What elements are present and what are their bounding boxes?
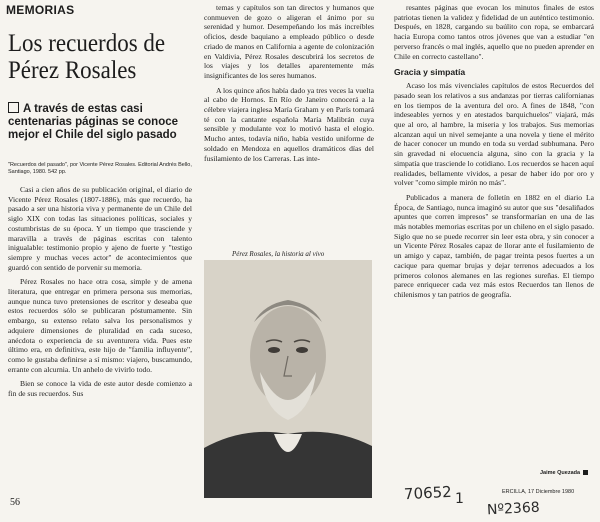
- square-bullet-icon: [8, 102, 19, 113]
- bibliographic-note: "Recuerdos del pasado", por Vicente Pérez Rosales. Editorial Andrés Bello, Santiago, 1980. 542 pp.: [8, 162, 192, 175]
- column-1-paragraph: Casi a cien años de su publicación original, el diario de Vicente Pérez Rosales (1807-1886), más que recuerdo, ha pasado a ser una historia viva y permanente de un Chile del siglo XIX con todas las situaciones políticas, sociales y costumbristas de su época. Y un tiempo que trasciende y maravilla a través de páginas escritas con talento inigualable: testimonio propio y ajeno de fuerte y "testigo siempre y muchas veces actor" de acontecimientos que guardó con sentido de porvenir su memoria.: [8, 185, 192, 272]
- column-2-paragraph: temas y capítulos son tan directos y humanos que conmueven de gozo o aligeran el ánimo por su serenidad y humor. Desempeñando los más increíbles oficios, desde baquiano a empleado público o desde criado de manos en California a agente de colonización en Valdivia, Pérez Rosales descubrirá los secretos de los viajes y los detalles aparentemente más insignificantes de los seres humanos.: [204, 3, 374, 80]
- source-line: ERCILLA, 17 Diciembre 1980: [502, 489, 575, 495]
- portrait-caption: Pérez Rosales, la historia al vivo: [232, 250, 325, 258]
- article-title: Los recuerdos de Pérez Rosales: [8, 30, 166, 84]
- column-2: [204, 3, 374, 163]
- section-label: MEMORIAS: [6, 3, 75, 17]
- column-2-paragraph: A los quince años había dado ya tres veces la vuelta al cabo de Hornos. En Río de Janeiro conocerá a la célebre viajera inglesa María Graham y en París tomará té con la cantante española María Malibrán cuya sensible y modulante voz lo motivó hasta el elogio. Mucho antes, todavía niño, había vestido uniforme de soldado en Mendoza en aquellos dramáticos días del fusilamiento de los Carreras. Las inte-: [204, 85, 374, 163]
- handwritten-catalog-number: Nº2368: [486, 499, 541, 519]
- subtitle-text: A través de estas casi centenarias páginas se conoce mejor el Chile del siglo pasado: [8, 103, 179, 141]
- column-3: [394, 3, 594, 300]
- subheading: Gracia y simpatía: [394, 67, 466, 78]
- author-byline: [540, 470, 588, 476]
- page-number: 56: [10, 497, 20, 508]
- article-subtitle: [8, 102, 188, 142]
- author-name: Jaime Quezada: [540, 470, 581, 476]
- handwritten-mark: 1: [455, 491, 464, 507]
- end-square-icon: [583, 470, 588, 475]
- column-1: [8, 185, 192, 399]
- portrait-illustration: [204, 260, 372, 498]
- column-1-paragraph: Bien se conoce la vida de este autor desde comienzo a fin de sus recuerdos. Sus: [8, 379, 192, 399]
- column-1-paragraph: Pérez Rosales no hace otra cosa, simple y de amena literatura, que entregar en primera persona sus memorias, aunque nunca tuvo pretensiones de escritor y deseaba que estos recuerdos sólo se publicaran póstumamente. Sin embargo, su extenso relato salva los personalismos y adquiere dimensiones de pluralidad en cada suceso, anécdota o experiencia de su aventurera vida. Pues este último era, en definitiva, este hijo de "familia influyente", como le gustaba definirse a sí mismo: viajero, buscamundo, errante con alcurnia. Un anhelo de vivirlo todo.: [8, 277, 192, 374]
- column-3-paragraph: Acaso los más vivenciales capítulos de estos Recuerdos del pasado sean los relativos a sus andanzas por tierras californianas en los tiempos de la aventura del oro. A fines de 1848, "con indeseables yernos y en atestados barquichuelos" viajará, más que al oro, al hambre, la miseria y los trabajos. Sus memorias alcanzan aquí un nivel semejante a una novela y tiene el mérito de hacer conocer un mundo en toda su verdad subhumana. Pero sin gravedad ni elocuencia alguna, sino con la gracia y la simpatía que trasciende lo cotidiano. Los recuerdos se hacen aquí realidades, bellamente vívidos, a pesar de haber ido por oro y volver "como simple mirón no más".: [394, 81, 594, 188]
- column-3-paragraph: Publicados a manera de folletín en 1882 en el diario La Época, de Santiago, nunca imaginó su autor que sus "desaliñados apuntes que corren impresos" se transformarían en una de las más notables memorias escritas por un chileno en el siglo pasado. Siglo que no se puede recorrer sin leer esta obra, y sin conocer a un Vicente Pérez Rosales capaz de llorar ante el fusilamiento de un amigo y capaz, también, de pagar treinta pesos fuertes a un cacique para quemar brujas y dejar terrenos adecuados a los primeros colonos alemanes en las regiones sureñas. El tiempo parece enriquecer cada vez más estos Recuerdos tan llenos de chilenismos y tan patrios de geografía.: [394, 192, 594, 299]
- handwritten-number: 70652: [403, 482, 453, 504]
- portrait-photo: [204, 260, 372, 498]
- column-3-intro: resantes páginas que evocan los minutos finales de estos patriotas tienen la validez y fidelidad de un auténtico testimonio. Después, en 1828, cargando su baúlito con ropa, se embarcará hacia Europa como tantos otros jóvenes que van a estudiar "en perverso francés o mal inglés, aquello que no pueden aprender en Chile en correcto castellano".: [394, 3, 594, 61]
